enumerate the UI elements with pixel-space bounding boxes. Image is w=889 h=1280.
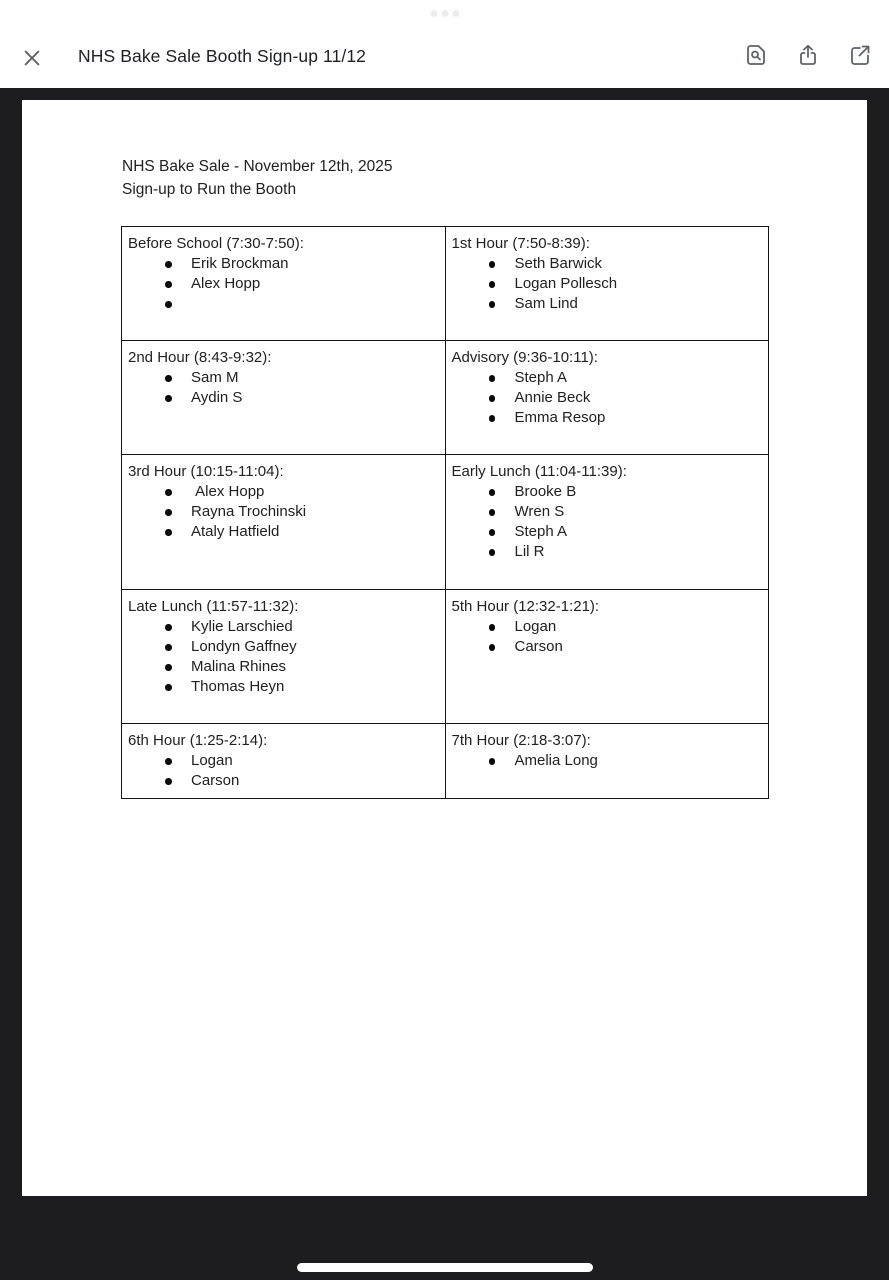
- name-item: Amelia Long: [489, 751, 763, 771]
- name-item: Lil R: [489, 542, 763, 562]
- home-indicator[interactable]: [297, 1263, 593, 1272]
- open-in-new-button[interactable]: [847, 42, 873, 68]
- toolbar-actions: [743, 42, 873, 68]
- table-row: [122, 227, 769, 341]
- names-list: [452, 751, 763, 771]
- slot-header: Advisory (9:36-10:11):: [451, 349, 598, 366]
- table-row: [122, 590, 769, 724]
- name-item: Carson: [165, 771, 439, 791]
- handle-dot: [452, 10, 459, 17]
- name-item: Seth Barwick: [489, 254, 763, 274]
- share-icon: [796, 43, 820, 67]
- document-heading: [122, 155, 393, 201]
- name-item: Emma Resop: [489, 408, 763, 428]
- names-list: [452, 617, 763, 657]
- name-item: Kylie Larschied: [165, 617, 439, 637]
- slot-cell: [122, 227, 446, 341]
- name-item: Alex Hopp: [165, 274, 439, 294]
- slot-cell: [122, 590, 446, 724]
- name-item: Malina Rhines: [165, 657, 439, 677]
- names-list: [128, 482, 439, 542]
- names-list: [128, 368, 439, 408]
- table-row: [122, 341, 769, 455]
- name-item: Steph A: [489, 368, 763, 388]
- table-row: [122, 455, 769, 590]
- names-list: [128, 254, 439, 294]
- names-list: [452, 368, 763, 428]
- document-heading-line1: NHS Bake Sale - November 12th, 2025: [122, 158, 393, 175]
- document-page[interactable]: [22, 100, 867, 1196]
- name-item: Wren S: [489, 502, 763, 522]
- signup-table-body: [122, 227, 769, 799]
- handle-dot: [441, 10, 448, 17]
- slot-cell: [122, 455, 446, 590]
- document-title: NHS Bake Sale Booth Sign-up 11/12: [78, 46, 367, 66]
- slot-header: Before School (7:30-7:50):: [128, 235, 304, 252]
- name-item: Aydin S: [165, 388, 439, 408]
- name-item: Sam M: [165, 368, 439, 388]
- find-in-document-button[interactable]: [743, 42, 769, 68]
- name-item: Londyn Gaffney: [165, 637, 439, 657]
- slot-header: Early Lunch (11:04-11:39):: [451, 463, 627, 480]
- slot-cell: [445, 455, 769, 590]
- slot-header: 5th Hour (12:32-1:21):: [451, 598, 600, 615]
- viewer-toolbar: [0, 0, 889, 88]
- share-button[interactable]: [795, 42, 821, 68]
- slot-cell: [122, 341, 446, 455]
- signup-table: [121, 226, 769, 799]
- slot-cell: [122, 724, 446, 799]
- find-in-document-icon: [744, 43, 768, 67]
- name-item: Thomas Heyn: [165, 677, 439, 697]
- slot-header: 7th Hour (2:18-3:07):: [451, 732, 591, 749]
- name-item: Logan: [165, 751, 439, 771]
- name-item: Annie Beck: [489, 388, 763, 408]
- name-item: Logan: [489, 617, 763, 637]
- name-item: Brooke B: [489, 482, 763, 502]
- slot-cell: [445, 590, 769, 724]
- name-item: Logan Pollesch: [489, 274, 763, 294]
- slot-cell: [445, 227, 769, 341]
- name-item: Carson: [489, 637, 763, 657]
- slot-cell: [445, 341, 769, 455]
- slot-header: Late Lunch (11:57-11:32):: [128, 598, 299, 615]
- names-list: [452, 254, 763, 314]
- name-item: Alex Hopp: [165, 482, 439, 502]
- table-row: [122, 724, 769, 799]
- slot-header: 6th Hour (1:25-2:14):: [128, 732, 268, 749]
- handle-dot: [430, 10, 437, 17]
- multitask-handle[interactable]: [430, 10, 459, 17]
- name-item: Erik Brockman: [165, 254, 439, 274]
- open-in-new-icon: [848, 43, 872, 67]
- name-item: Steph A: [489, 522, 763, 542]
- close-icon: [21, 47, 43, 69]
- document-heading-line2: Sign-up to Run the Booth: [122, 181, 297, 198]
- names-list: [128, 617, 439, 697]
- names-list: [452, 482, 763, 562]
- name-item: Ataly Hatfield: [165, 522, 439, 542]
- slot-header: 3rd Hour (10:15-11:04):: [128, 463, 284, 480]
- names-list: [128, 751, 439, 791]
- name-item: Sam Lind: [489, 294, 763, 314]
- slot-cell: [445, 724, 769, 799]
- slot-header: 1st Hour (7:50-8:39):: [451, 235, 590, 252]
- name-item: Rayna Trochinski: [165, 502, 439, 522]
- slot-header: 2nd Hour (8:43-9:32):: [128, 349, 272, 366]
- close-button[interactable]: [18, 44, 46, 72]
